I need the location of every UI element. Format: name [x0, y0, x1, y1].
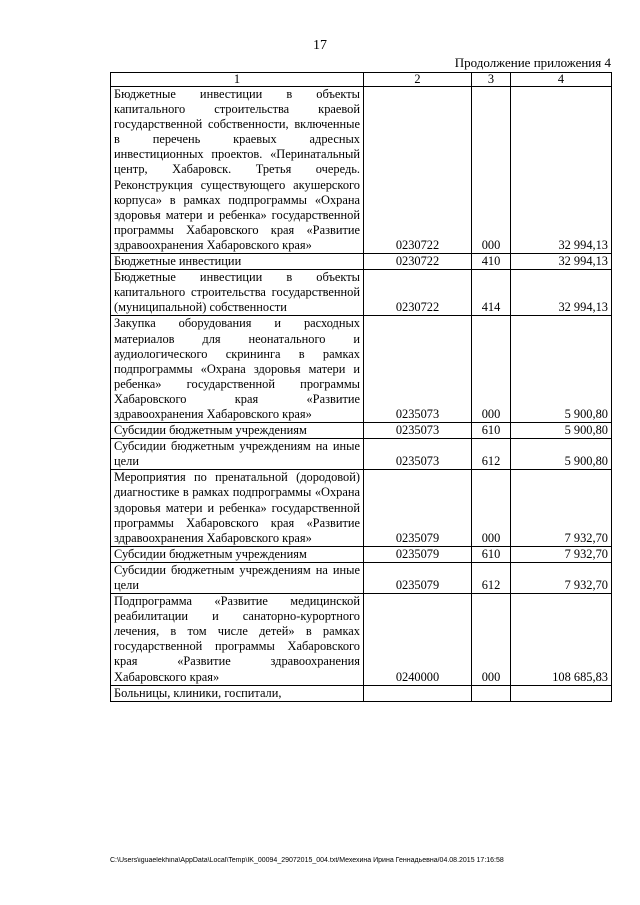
row-name-cell: Субсидии бюджетным учреждениям на иные цели	[111, 562, 364, 593]
row-amount-cell: 32 994,13	[511, 87, 612, 254]
row-name-cell: Субсидии бюджетным учреждениям	[111, 423, 364, 439]
row-name-cell: Мероприятия по пренатальной (дородовой) диагностике в рамках подпрограммы «Охрана здоровья матери и ребенка» государственной программы Хабаровского края «Развитие здравоохранения Хабаровского края»	[111, 470, 364, 546]
row-type-cell: 410	[472, 254, 511, 270]
continuation-caption: Продолжение приложения 4	[454, 55, 611, 70]
row-code-cell: 0240000	[364, 594, 472, 686]
row-amount-cell: 7 932,70	[511, 470, 612, 546]
row-code-cell: 0235073	[364, 423, 472, 439]
row-name-cell: Больницы, клиники, госпитали,	[111, 685, 364, 701]
row-code-cell	[364, 685, 472, 701]
row-name-cell: Субсидии бюджетным учреждениям	[111, 546, 364, 562]
row-code-cell: 0235079	[364, 546, 472, 562]
row-code-cell: 0230722	[364, 270, 472, 316]
row-name-cell: Закупка оборудования и расходных материалов для неонатального и аудиологического скрининга в рамках подпрограммы «Охрана здоровья матери и ребенка» государственной программы Хабаровского края «Развитие здравоохранения Хабаровского края»	[111, 316, 364, 423]
table-row	[111, 254, 612, 270]
row-code-cell: 0230722	[364, 254, 472, 270]
table-body	[111, 73, 612, 702]
header-row	[111, 73, 612, 87]
budget-table	[110, 72, 612, 702]
table-row-continued	[111, 685, 612, 701]
table-row	[111, 594, 612, 686]
table-row	[111, 439, 612, 470]
row-name-cell: Бюджетные инвестиции в объекты капитального строительства государственной (муниципальной) собственности	[111, 270, 364, 316]
row-name-cell: Бюджетные инвестиции в объекты капитального строительства краевой государственной собственности, включенные в перечень краевых адресных инвестиционных проектов. «Перинатальный центр, Хабаровск. Третья очередь. Реконструкция существующего акушерского корпуса» в рамках подпрограммы «Охрана здоровья матери и ребенка» государственной программы Хабаровского края «Развитие здравоохранения Хабаровского края»	[111, 87, 364, 254]
row-amount-cell: 7 932,70	[511, 546, 612, 562]
row-type-cell: 000	[472, 594, 511, 686]
row-amount-cell: 32 994,13	[511, 270, 612, 316]
row-code-cell: 0235073	[364, 439, 472, 470]
table-row	[111, 87, 612, 254]
header-cell-2: 2	[364, 73, 472, 87]
row-name-cell: Подпрограмма «Развитие медицинской реабилитации и санаторно-курортного лечения, в том числе детей» в рамках государственной программы Хабаровского края «Развитие здравоохранения Хабаровского края»	[111, 594, 364, 686]
page-number: 17	[313, 38, 327, 53]
row-name-cell: Субсидии бюджетным учреждениям на иные цели	[111, 439, 364, 470]
table-row	[111, 423, 612, 439]
row-type-cell: 610	[472, 423, 511, 439]
table-row	[111, 316, 612, 423]
table-row	[111, 562, 612, 593]
row-amount-cell	[511, 685, 612, 701]
row-type-cell	[472, 685, 511, 701]
row-code-cell: 0230722	[364, 87, 472, 254]
row-amount-cell: 32 994,13	[511, 254, 612, 270]
row-amount-cell: 5 900,80	[511, 423, 612, 439]
row-amount-cell: 5 900,80	[511, 316, 612, 423]
file-path-footer: C:\Users\iguaelekhina\AppData\Local\Temp\IK_00094_29072015_004.txt/Мехехина Ирина Геннадьевна/04.08.2015 17:16:58	[110, 857, 504, 864]
row-code-cell: 0235079	[364, 470, 472, 546]
table-row	[111, 470, 612, 546]
row-type-cell: 414	[472, 270, 511, 316]
row-amount-cell: 7 932,70	[511, 562, 612, 593]
row-type-cell: 000	[472, 87, 511, 254]
header-cell-4: 4	[511, 73, 612, 87]
row-code-cell: 0235073	[364, 316, 472, 423]
row-name-cell: Бюджетные инвестиции	[111, 254, 364, 270]
table-row	[111, 546, 612, 562]
row-amount-cell: 108 685,83	[511, 594, 612, 686]
header-cell-1: 1	[111, 73, 364, 87]
row-code-cell: 0235079	[364, 562, 472, 593]
table-row	[111, 270, 612, 316]
row-type-cell: 000	[472, 470, 511, 546]
header-cell-3: 3	[472, 73, 511, 87]
row-type-cell: 610	[472, 546, 511, 562]
row-type-cell: 000	[472, 316, 511, 423]
row-type-cell: 612	[472, 562, 511, 593]
row-amount-cell: 5 900,80	[511, 439, 612, 470]
row-type-cell: 612	[472, 439, 511, 470]
